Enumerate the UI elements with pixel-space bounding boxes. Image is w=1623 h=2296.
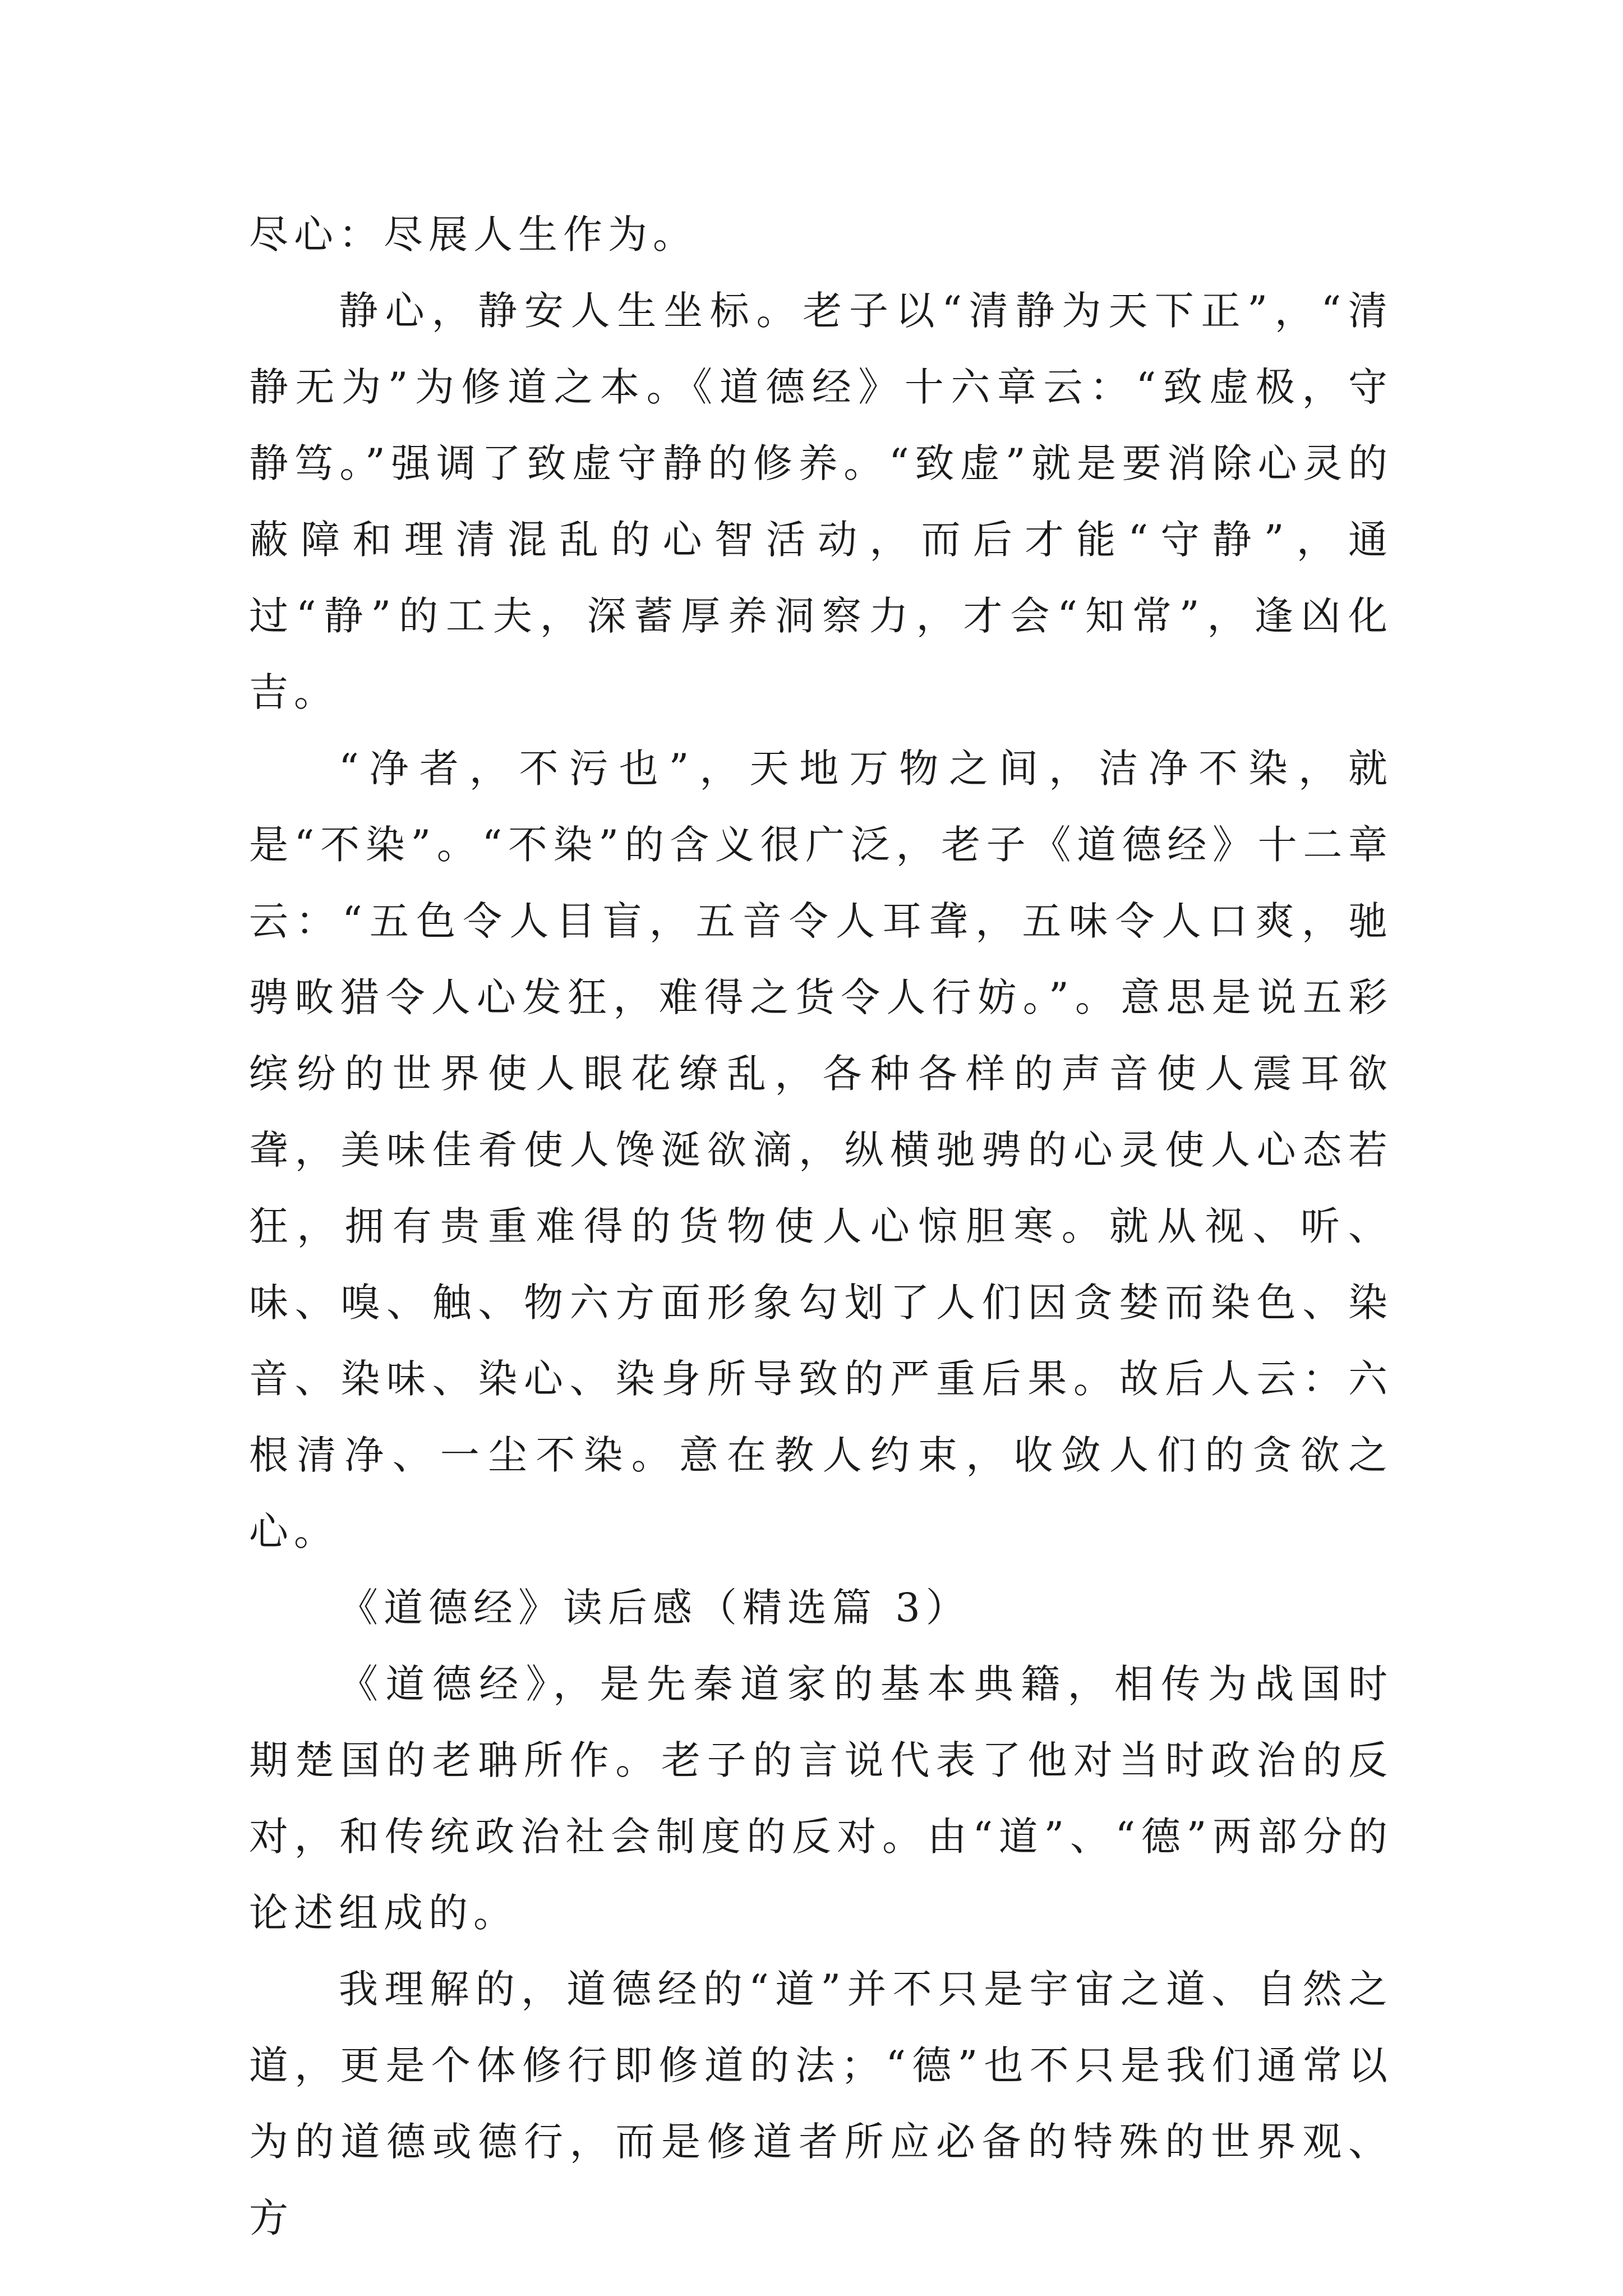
paragraph-jinxin: 尽心：尽展人生作为。 [249, 211, 698, 257]
document-body [249, 196, 1393, 2256]
paragraph-daodejing-intro: 《道德经》，是先秦道家的基本典籍，相传为战国时期楚国的老聃所作。老子的言说代表了他对当时政治的反对，和传统政治社会制度的反对。由“道”、“德”两部分的论述组成的。 [249, 1661, 1393, 1936]
paragraph-buran: “净者，不污也”，天地万物之间，洁净不染，就是“不染”。“不染”的含义很广泛，老子《道德经》十二章云：“五色令人目盲，五音令人耳聋，五味令人口爽，驰骋畋猎令人心发狂，难得之货令人行妨。”。意思是说五彩缤纷的世界使人眼花缭乱，各种各样的声音使人震耳欲聋，美味佳肴使人馋涎欲滴，纵横驰骋的心灵使人心态若狂，拥有贵重难得的货物使人心惊胆寒。就从视、听、味、嗅、触、物六方面形象勾划了人们因贪婪而染色、染音、染味、染心、染身所导致的严重后果。故后人云：六根清净、一尘不染。意在教人约束，收敛人们的贪欲之心。 [249, 746, 1393, 1554]
section-heading: 《道德经》读后感（精选篇 3） [339, 1585, 971, 1631]
paragraph-jingxin: 静心，静安人生坐标。老子以“清静为天下正”，“清静无为”为修道之本。《道德经》十六章云：“致虚极，守静笃。”强调了致虚守静的修养。“致虚”就是要消除心灵的蔽障和理清混乱的心智活动，而后才能“守静”，通过“静”的工夫，深蓄厚养洞察力，才会“知常”，逢凶化吉。 [249, 288, 1393, 715]
paragraph-understanding: 我理解的，道德经的“道”并不只是宇宙之道、自然之道，更是个体修行即修道的法；“德”也不只是我们通常以为的道德或德行，而是修道者所应必备的特殊的世界观、方 [249, 1966, 1393, 2241]
